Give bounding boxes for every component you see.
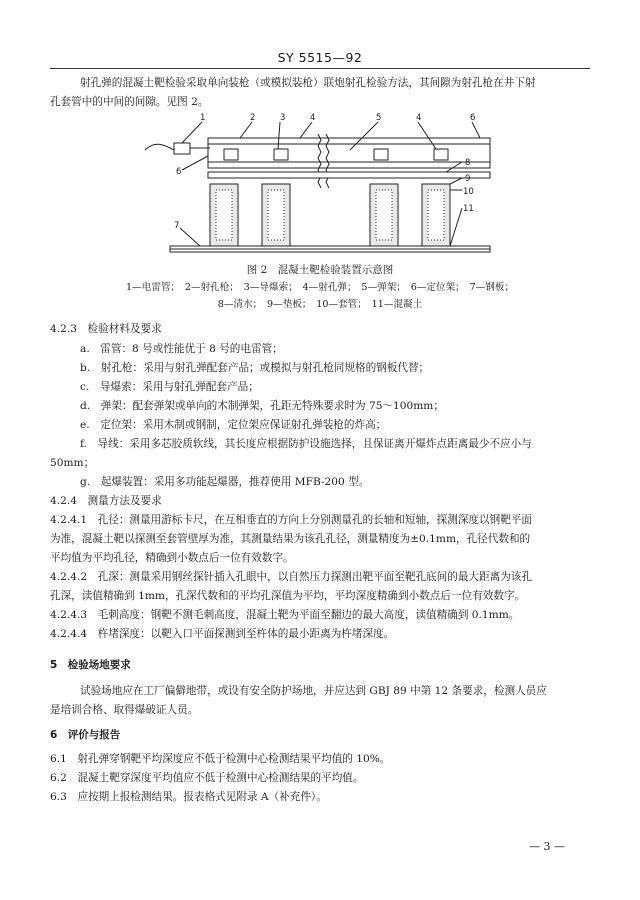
p-4-2-4-3: 4.2.4.3 毛刺高度：钢靶不测毛刺高度，混凝土靶为平面至翻边的最大高度，读值精确到 0.1mm。 — [50, 609, 520, 621]
label-6: 6 — [470, 113, 476, 123]
item-g: g. 起爆装置：采用多功能起爆器，推荐使用 MFB-200 型。 — [80, 476, 370, 488]
label-1: 1 — [200, 113, 206, 123]
p-4-2-4-2-line-1: 4.2.4.2 孔深：测量采用钢丝探针插入孔眼中，以自然压力探测出靶平面至靶孔底间的最大距离为该孔 — [50, 571, 532, 583]
item-6-2: 6.2 混凝土靶穿深度平均值应不低于检测中心检测结果的平均值。 — [50, 772, 364, 784]
item-c: c. 导爆索：采用与射孔弹配套产品； — [80, 381, 259, 393]
p-4-2-4-2-line-2: 孔深，读值精确到 1mm，孔深代数和的平均孔深值为平均，平均深度精确到小数点后一位有效数字。 — [50, 590, 526, 602]
standard-code-header: SY 5515—92 — [277, 50, 363, 65]
figure-legend-1: 1—电雷管； 2—射孔枪； 3—导爆索； 4—射孔弹； 5—弹架； 6—定位架； 7—钢板； — [125, 282, 515, 293]
item-d: d. 弹架：配套弹架或单向的木制弹架，孔距无特殊要求时为 75～100mm； — [80, 400, 444, 412]
item-e: e. 定位架：采用木制或钢制，定位架应保证射孔弹装枪的炸高； — [80, 419, 387, 431]
label-3: 3 — [280, 113, 286, 123]
charge-icon — [374, 149, 388, 160]
item-b: b. 射孔枪：采用与射孔弹配套产品；或模拟与射孔枪同规格的钢板代替； — [80, 362, 430, 374]
label-2: 2 — [250, 113, 256, 123]
label-10: 10 — [463, 187, 474, 197]
p-4-2-4-1-line-2: 为准，混凝土靶以探测至套管壁厚为准，其测量结果为该孔孔径，测量精度为±0.1mm，孔径代数和的 — [50, 533, 531, 545]
label-11: 11 — [463, 204, 474, 214]
casing — [208, 172, 490, 178]
section-4-2-4-title: 4.2.4 测量方法及要求 — [50, 495, 162, 507]
section-6-title: 6 评价与报告 — [50, 729, 121, 741]
charge-icon — [274, 149, 288, 160]
label-5: 5 — [376, 113, 382, 123]
item-a: a. 雷管：8 号或性能优于 8 号的电雷管； — [80, 343, 283, 355]
header-rule — [50, 68, 590, 69]
charge-icon — [434, 149, 448, 160]
section-5-line-1: 试验场地应在工厂偏僻地带，或设有安全防护场地，并应达到 GBJ 89 中第 12 条要求，检测人员应 — [80, 685, 547, 697]
p-4-2-4-1-line-1: 4.2.4.1 孔径：测量用游标卡尺，在互相垂直的方向上分别测量孔的长轴和短轴，探测深度以钢靶平面 — [50, 514, 532, 526]
p-4-2-4-1-line-3: 平均值为平均孔径，精确到小数点后一位有效数字。 — [50, 552, 294, 564]
detonator-icon — [174, 143, 190, 154]
item-f-line-2: 50mm； — [50, 457, 95, 469]
label-7: 7 — [174, 221, 180, 231]
page-number: — 3 — — [529, 840, 565, 853]
figure-legend-2: 8—清水； 9—垫板； 10—套管； 11—混凝土 — [217, 299, 423, 310]
section-5-title: 5 检验场地要求 — [50, 659, 131, 671]
label-4b: 4 — [416, 113, 422, 123]
item-f-line-1: f. 导线：采用多芯胶质软线，其长度应根据防护设施选择，且保证离开爆炸点距离最少不应小与 — [80, 438, 532, 450]
figure-2-diagram — [140, 110, 510, 260]
label-8: 8 — [465, 158, 471, 168]
label-4: 4 — [310, 113, 316, 123]
detonator-wire — [145, 144, 174, 150]
p-4-2-4-4: 4.2.4.4 杵堵深度：以靶入口平面探测到至杵体的最小距离为杵堵深度。 — [50, 628, 395, 640]
intro-line-1: 射孔弹的混凝土靶检验采取单向装枪（或模拟装枪）联炮射孔检验方法，其间隙为射孔枪在井下射 — [80, 77, 536, 89]
intro-line-2: 孔套管中的中间的间隙。见图 2。 — [50, 96, 209, 108]
item-6-3: 6.3 应按期上报检测结果。报表格式见附录 A（补充件）。 — [50, 791, 327, 803]
figure-caption: 图 2 混凝土靶检验装置示意图 — [246, 264, 394, 276]
label-9: 9 — [465, 174, 471, 184]
label-6b: 6 — [176, 167, 182, 177]
section-4-2-3-title: 4.2.3 检验材料及要求 — [50, 323, 162, 335]
item-6-1: 6.1 射孔弹穿钢靶平均深度应不低于检测中心检测结果平均值的 10%。 — [50, 753, 391, 765]
section-5-line-2: 是培训合格、取得爆破证人员。 — [50, 704, 199, 716]
charge-icon — [224, 149, 238, 160]
